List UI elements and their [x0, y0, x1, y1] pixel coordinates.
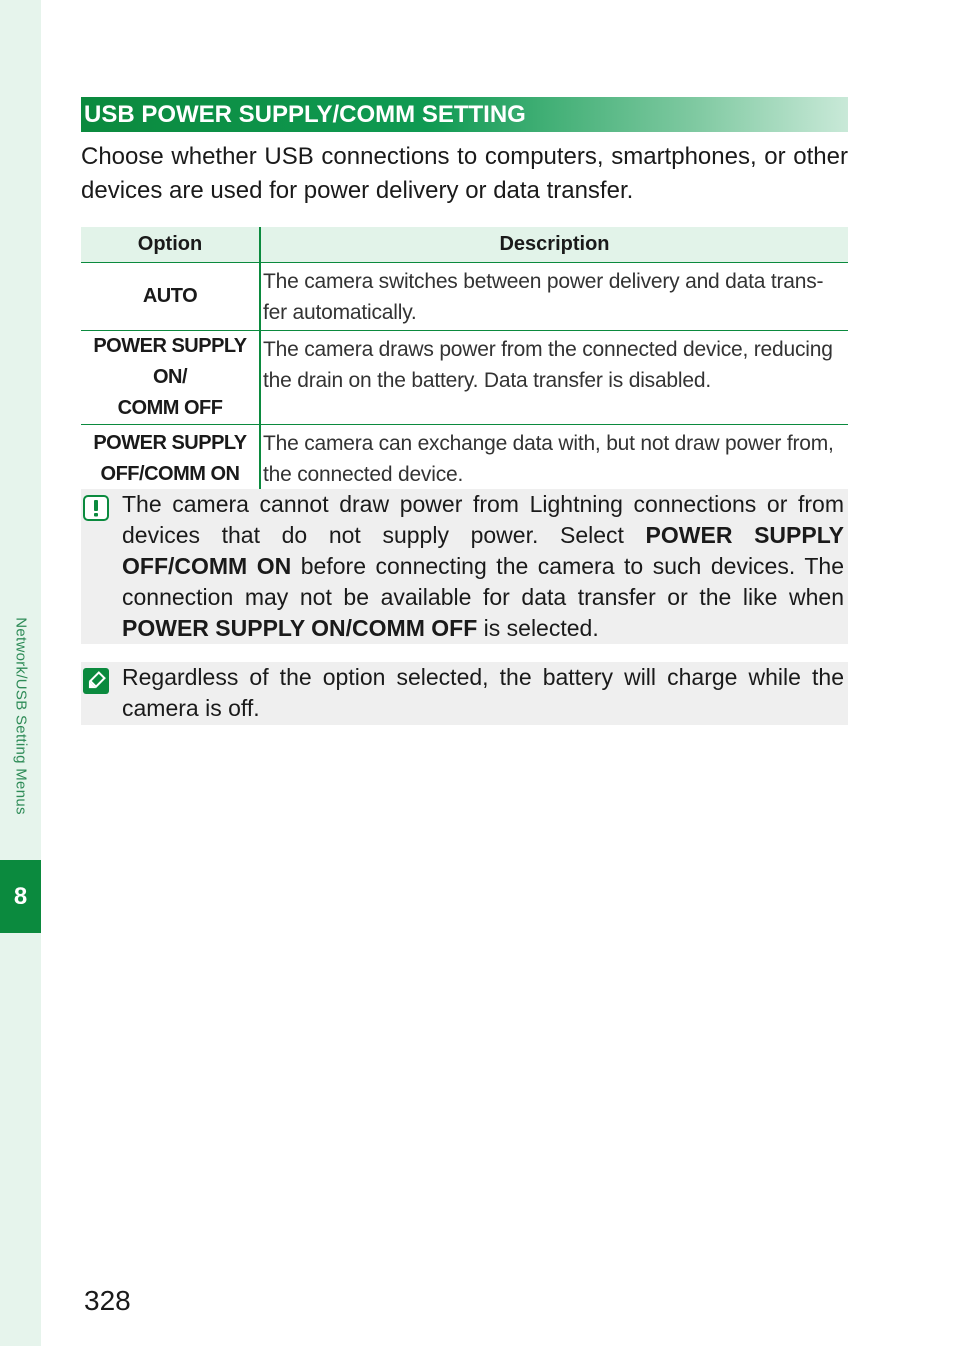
sidebar-section-label: Network/USB Setting Menus: [12, 617, 30, 815]
option-name-line2: COMM OFF: [117, 397, 223, 419]
intro-paragraph: Choose whether USB connections to computers, smartphones, or other devices are used for power delivery or data transfer.: [81, 143, 848, 204]
table-row: [81, 425, 848, 493]
description-column-header: Description: [260, 227, 848, 263]
caution-note: [81, 489, 848, 644]
tip-note: [81, 662, 848, 725]
page-number: 328: [84, 1285, 131, 1316]
description-cell: The camera draws power from the connected device, reducing the drain on the battery. Data transfer is disabled.: [260, 331, 848, 425]
table-row: [81, 263, 848, 331]
note-icon: [83, 668, 109, 694]
option-cell: [81, 425, 260, 493]
chapter-tab: 8: [0, 860, 41, 933]
option-cell: [81, 331, 260, 425]
option-column-header: Option: [81, 227, 260, 263]
option-name-line2: OFF/COMM ON: [100, 462, 240, 485]
option-name-line1: POWER SUPPLY ON/: [93, 335, 247, 388]
option-name: AUTO: [142, 285, 198, 307]
section-title: USB POWER SUPPLY/COMM SETTING: [81, 97, 848, 132]
description-cell: The camera switches between power delivery and data trans-fer automatically.: [260, 263, 848, 331]
table-row: [81, 331, 848, 425]
caution-icon: [83, 495, 109, 521]
caution-text: The camera cannot draw power from Lightning connections or from devices that do not supply power. Select POWER SUPPLY OFF/COMM ON before connecting the camera to such devices. The connection may not be available for data transfer or the like when POWER SUPPLY ON/COMM OFF is selected.: [122, 491, 844, 641]
tip-text: Regardless of the option selected, the battery will charge while the camera is off.: [122, 664, 844, 721]
setting-name-bold: POWER SUPPLY ON/COMM OFF: [122, 615, 478, 641]
table-header-row: [81, 227, 848, 263]
options-table: [81, 227, 848, 492]
setting-name-bold: POWER SUPPLY OFF/COMM ON: [122, 522, 844, 579]
option-name-line1: POWER SUPPLY: [93, 431, 247, 454]
description-cell: The camera can exchange data with, but not draw power from, the connected device.: [260, 425, 848, 493]
option-cell: [81, 263, 260, 331]
